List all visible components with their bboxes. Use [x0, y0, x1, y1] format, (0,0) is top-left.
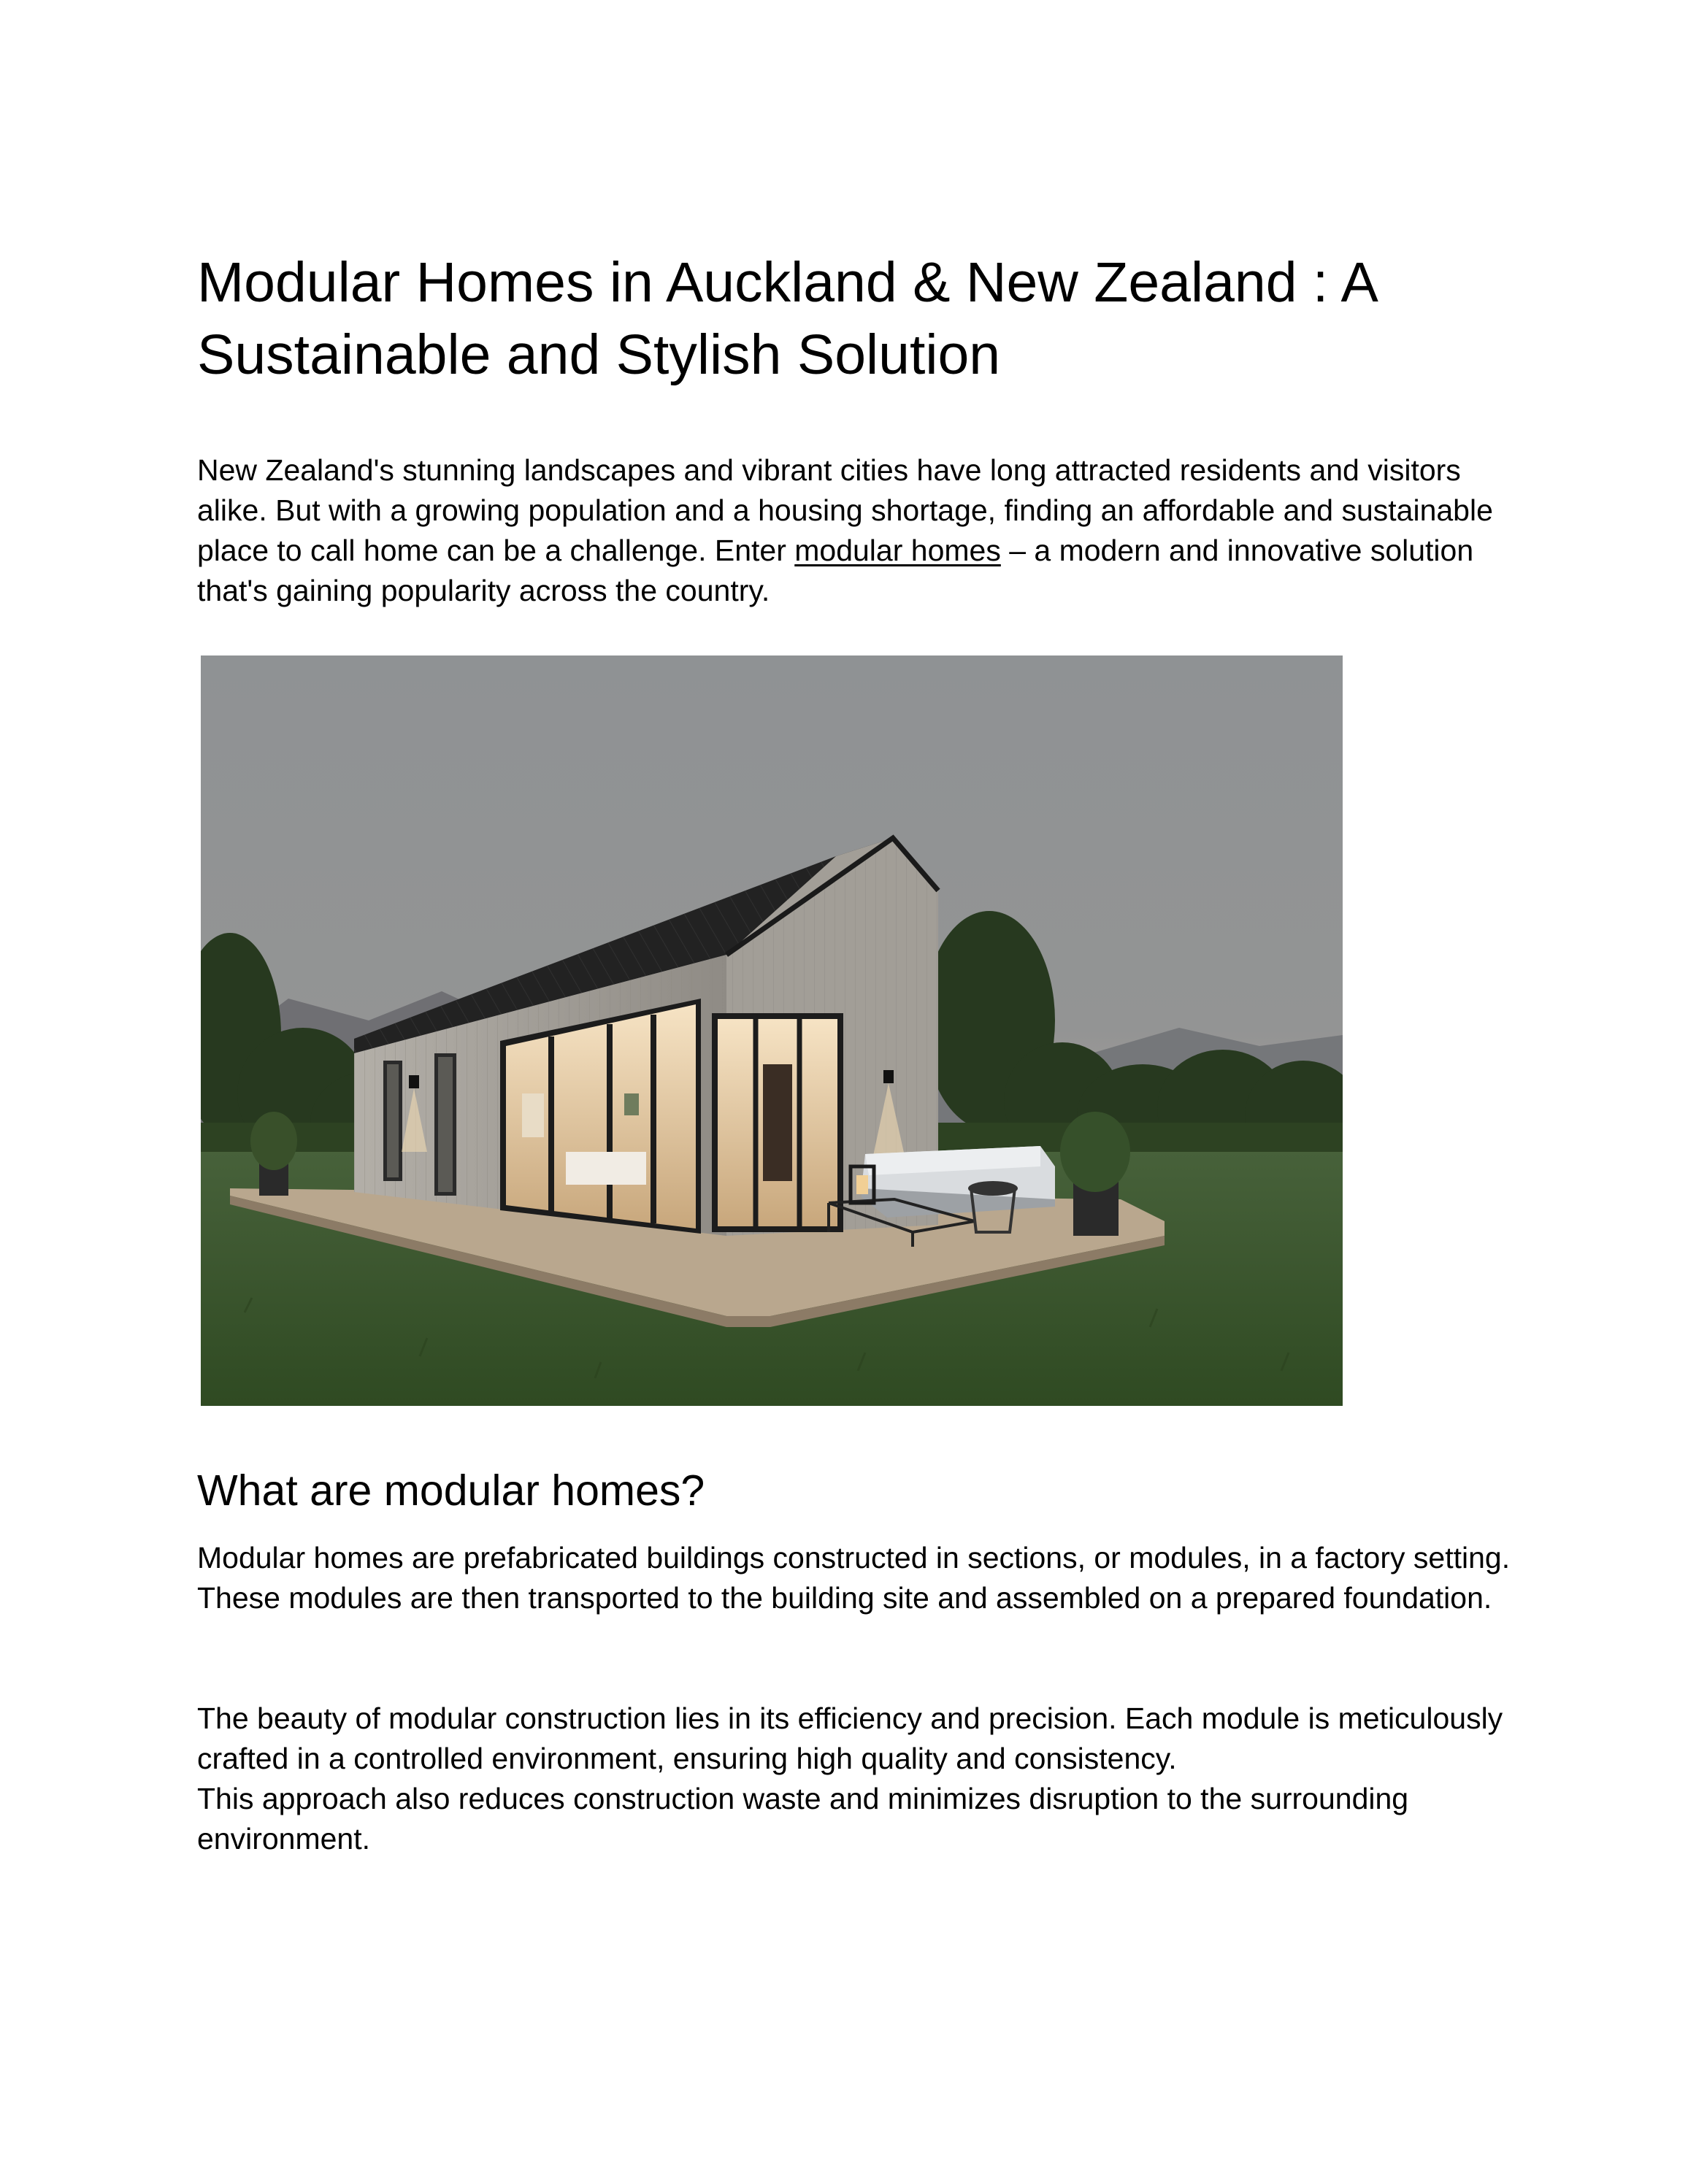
section-paragraph-2-line-1: The beauty of modular construction lies in its efficiency and precision. Each module is meticulously crafted in a controlled environment, ensuring high quality and consistency. — [197, 1702, 1503, 1775]
intro-text-end: – a modern and innovative solution that's gaining popularity across the country. — [197, 534, 1474, 607]
modular-homes-link[interactable]: modular homes — [794, 534, 1001, 567]
section-paragraph-1: Modular homes are prefabricated buildings constructed in sections, or modules, in a factory setting. These modules are then transported to the building site and assembled on a prepared foundation. — [197, 1541, 1511, 1615]
section-paragraph-2 — [197, 1699, 1511, 1859]
intro-paragraph — [197, 450, 1511, 611]
intro-text-start: New Zealand's stunning landscapes and vibrant cities have long attracted residents and visitors alike. But with a growing population and a housing shortage, finding an affordable and sustainable place to call home can be a challenge. Enter — [197, 453, 1493, 567]
section-paragraph-2-line-2: This approach also reduces construction waste and minimizes disruption to the surrounding environment. — [197, 1782, 1409, 1856]
section-heading: What are modular homes? — [197, 1466, 705, 1515]
page-title: Modular Homes in Auckland & New Zealand : A Sustainable and Stylish Solution — [197, 251, 1376, 386]
modular-home-photo — [201, 655, 1343, 1406]
